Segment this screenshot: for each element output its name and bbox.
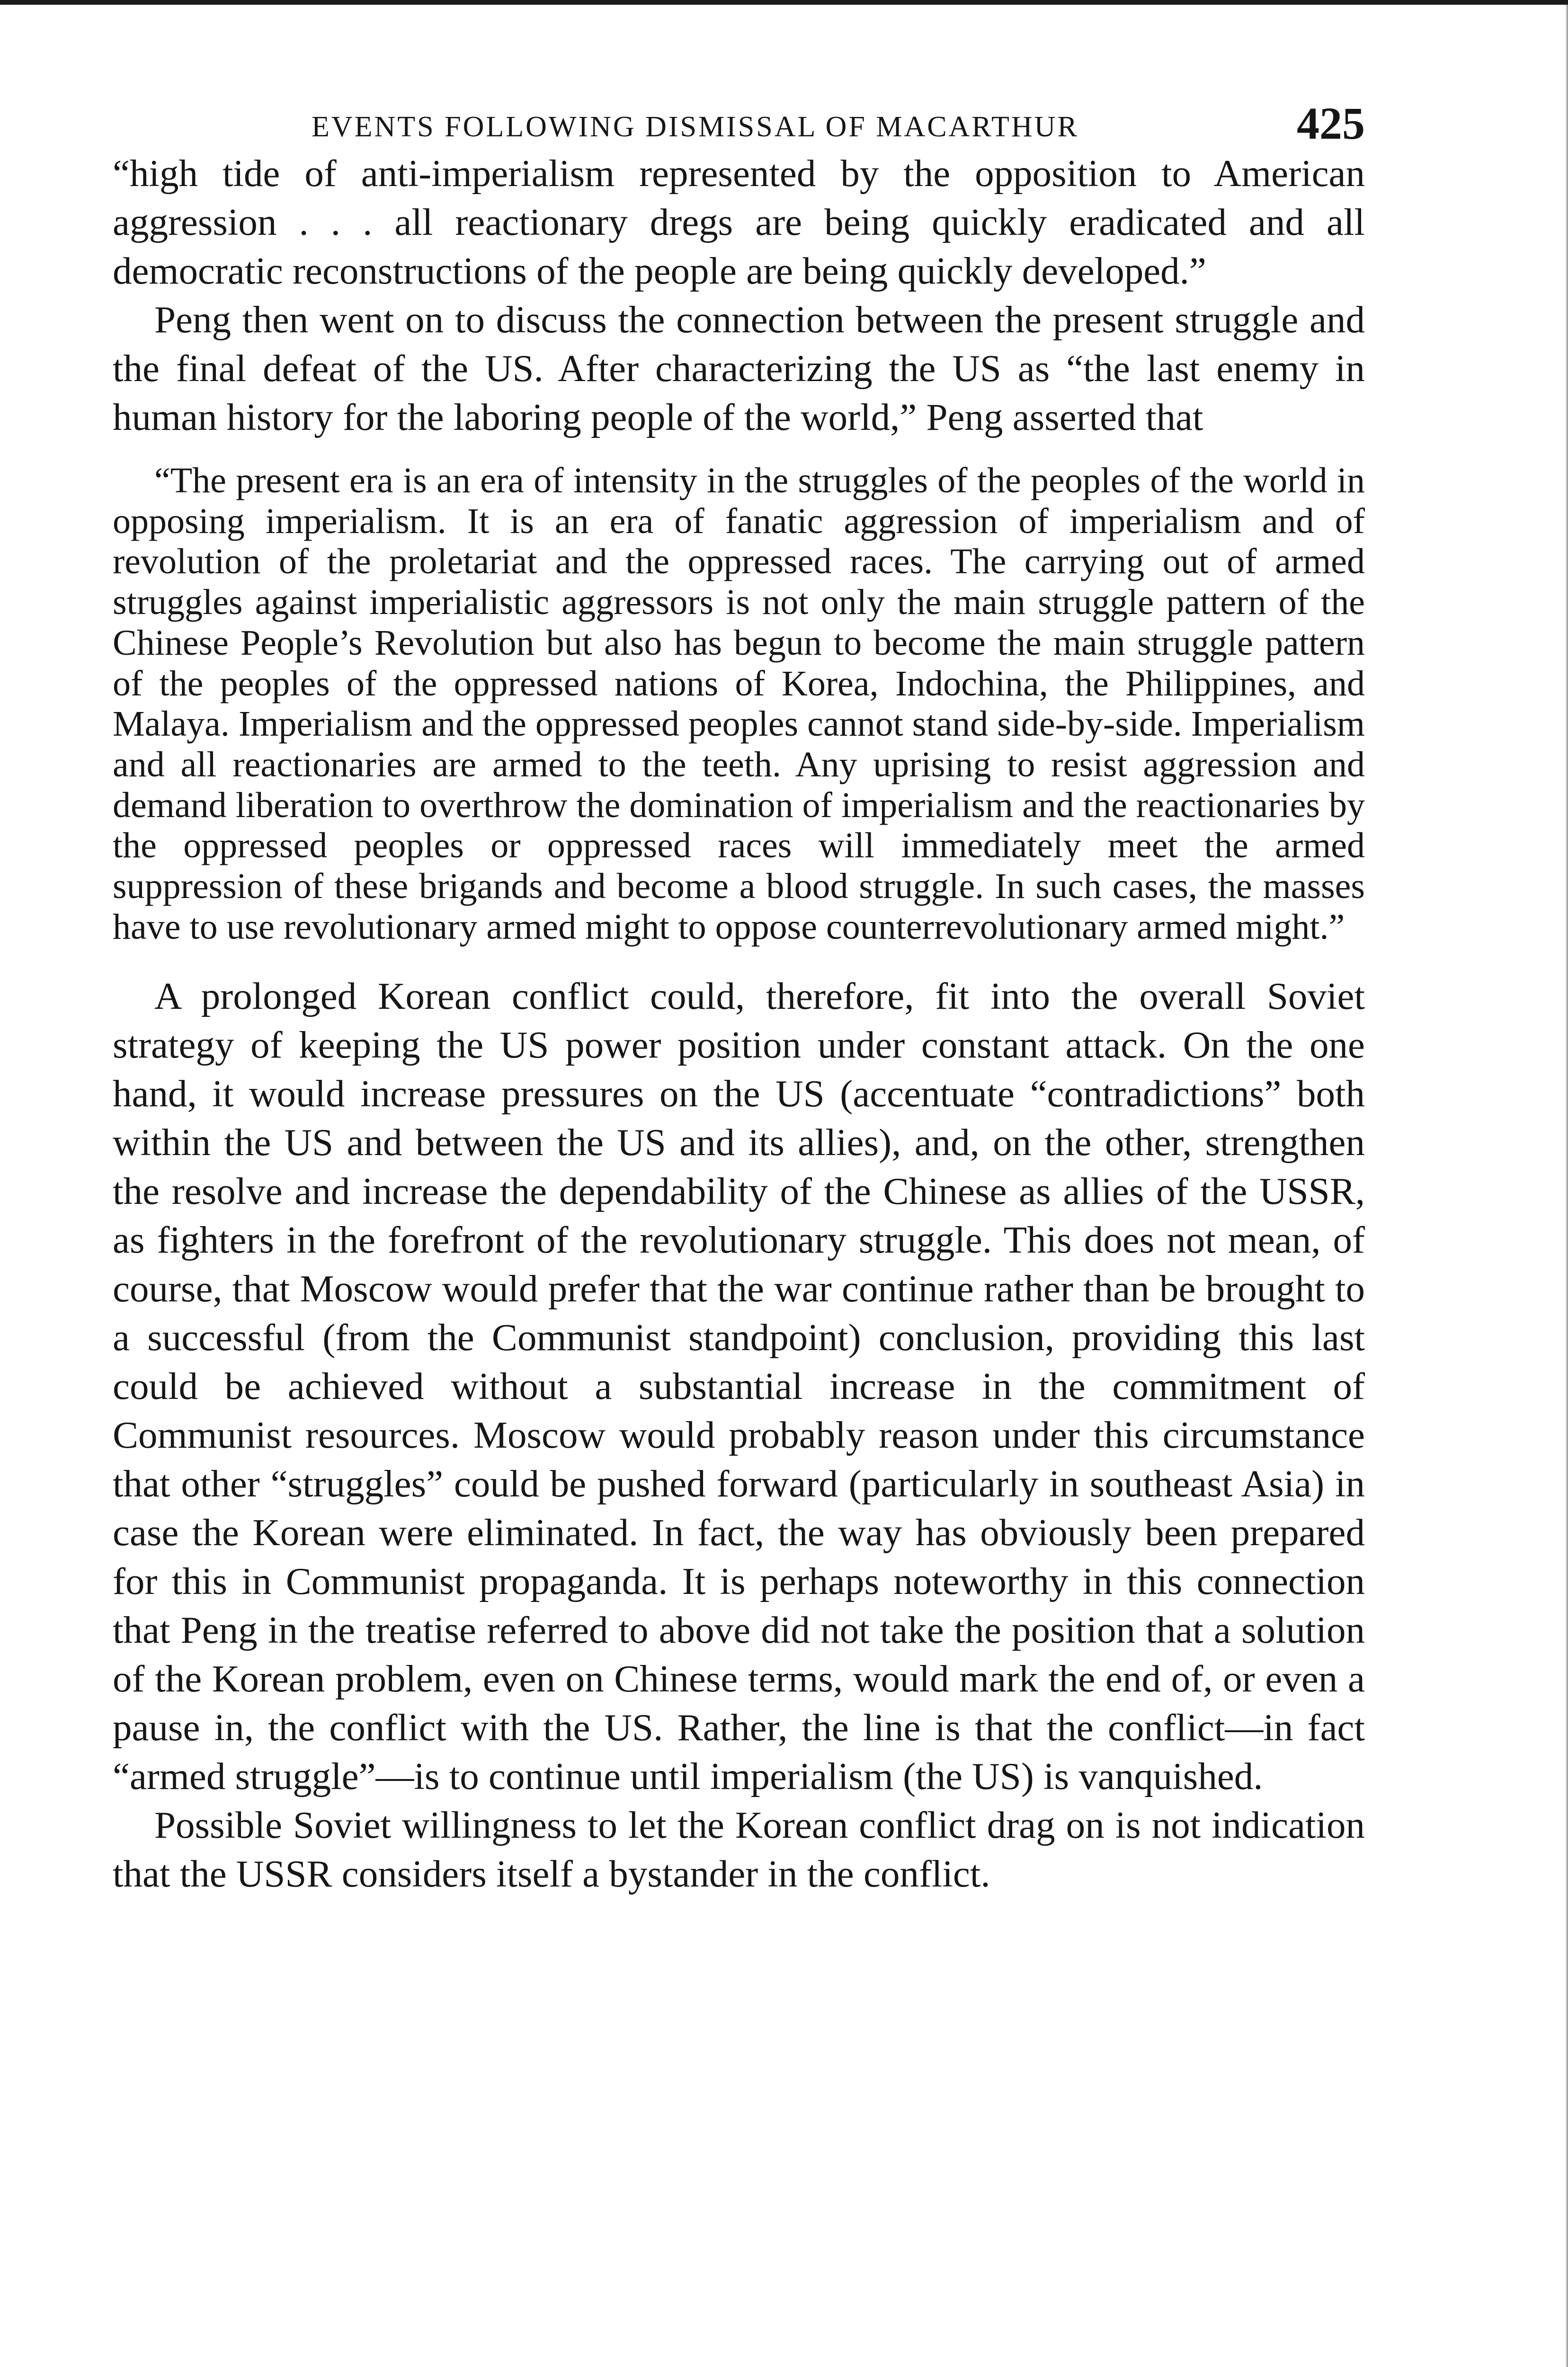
- block-quote: “The present era is an era of intensity in the struggles of the peoples of the world in opposing imperialism. It is an era of fanatic aggression of imperialism and of revolution of the proletariat and the oppressed races. The carrying out of armed struggles against imperialistic aggressors is not only the main struggle pattern of the Chinese People’s Revolution but also has begun to become the main struggle pattern of the peoples of the oppressed nations of Korea, Indochina, the Philippines, and Malaya. Imperialism and the oppressed peoples cannot stand side-by-side. Imperialism and all reactionaries are armed to the teeth. Any uprising to resist aggression and demand liberation to overthrow the domination of imperialism and the reactionaries by the oppressed peoples or oppressed races will immediately meet the armed suppression of these brigands and become a blood struggle. In such cases, the masses have to use revolutionary armed might to oppose counterrevolutionary armed might.”: [113, 461, 1365, 947]
- book-page: [113, 97, 1365, 1898]
- paragraph-peng-connection: Peng then went on to discuss the connection between the present struggle and the final defeat of the US. After characterizing the US as “the last enemy in human history for the laboring people of the world,” Peng asserted that: [113, 298, 1365, 438]
- paragraph-quote-continuation: “high tide of anti-imperialism represented by the opposition to American aggression . . . all reactionary dregs are being quickly eradicated and all democratic reconstructions of the people are being quickly developed.”: [113, 152, 1365, 292]
- running-title: EVENTS FOLLOWING DISMISSAL OF MACARTHUR: [312, 111, 1079, 143]
- paragraph-soviet-willingness: Possible Soviet willingness to let the Korean conflict drag on is not indication that the USSR considers itself a bystander in the conflict.: [113, 1804, 1365, 1895]
- page-edge-shadow: [1565, 5, 1568, 2367]
- paragraph-soviet-strategy: A prolonged Korean conflict could, therefore, fit into the overall Soviet strategy of keeping the US power position under constant attack. On the one hand, it would increase pressures on the US (accentuate “contradictions” both within the US and between the US and its allies), and, on the other, strengthen the resolve and increase the dependability of the Chinese as allies of the USSR, as fighters in the forefront of the revolutionary struggle. This does not mean, of course, that Moscow would prefer that the war continue rather than be brought to a successful (from the Communist standpoint) conclusion, providing this last could be achieved without a substantial increase in the commitment of Communist resources. Moscow would probably reason under this circumstance that other “struggles” could be pushed forward (particularly in southeast Asia) in case the Korean were eliminated. In fact, the way has obviously been prepared for this in Communist propaganda. It is perhaps noteworthy in this connection that Peng in the treatise referred to above did not take the position that a solution of the Korean problem, even on Chinese terms, would mark the end of, or even a pause in, the conflict with the US. Rather, the line is that the conflict—in fact “armed struggle”—is to continue until imperialism (the US) is vanquished.: [113, 975, 1365, 1798]
- page-number: 425: [1297, 98, 1365, 149]
- top-border: [0, 0, 1568, 5]
- running-header: [113, 97, 1365, 149]
